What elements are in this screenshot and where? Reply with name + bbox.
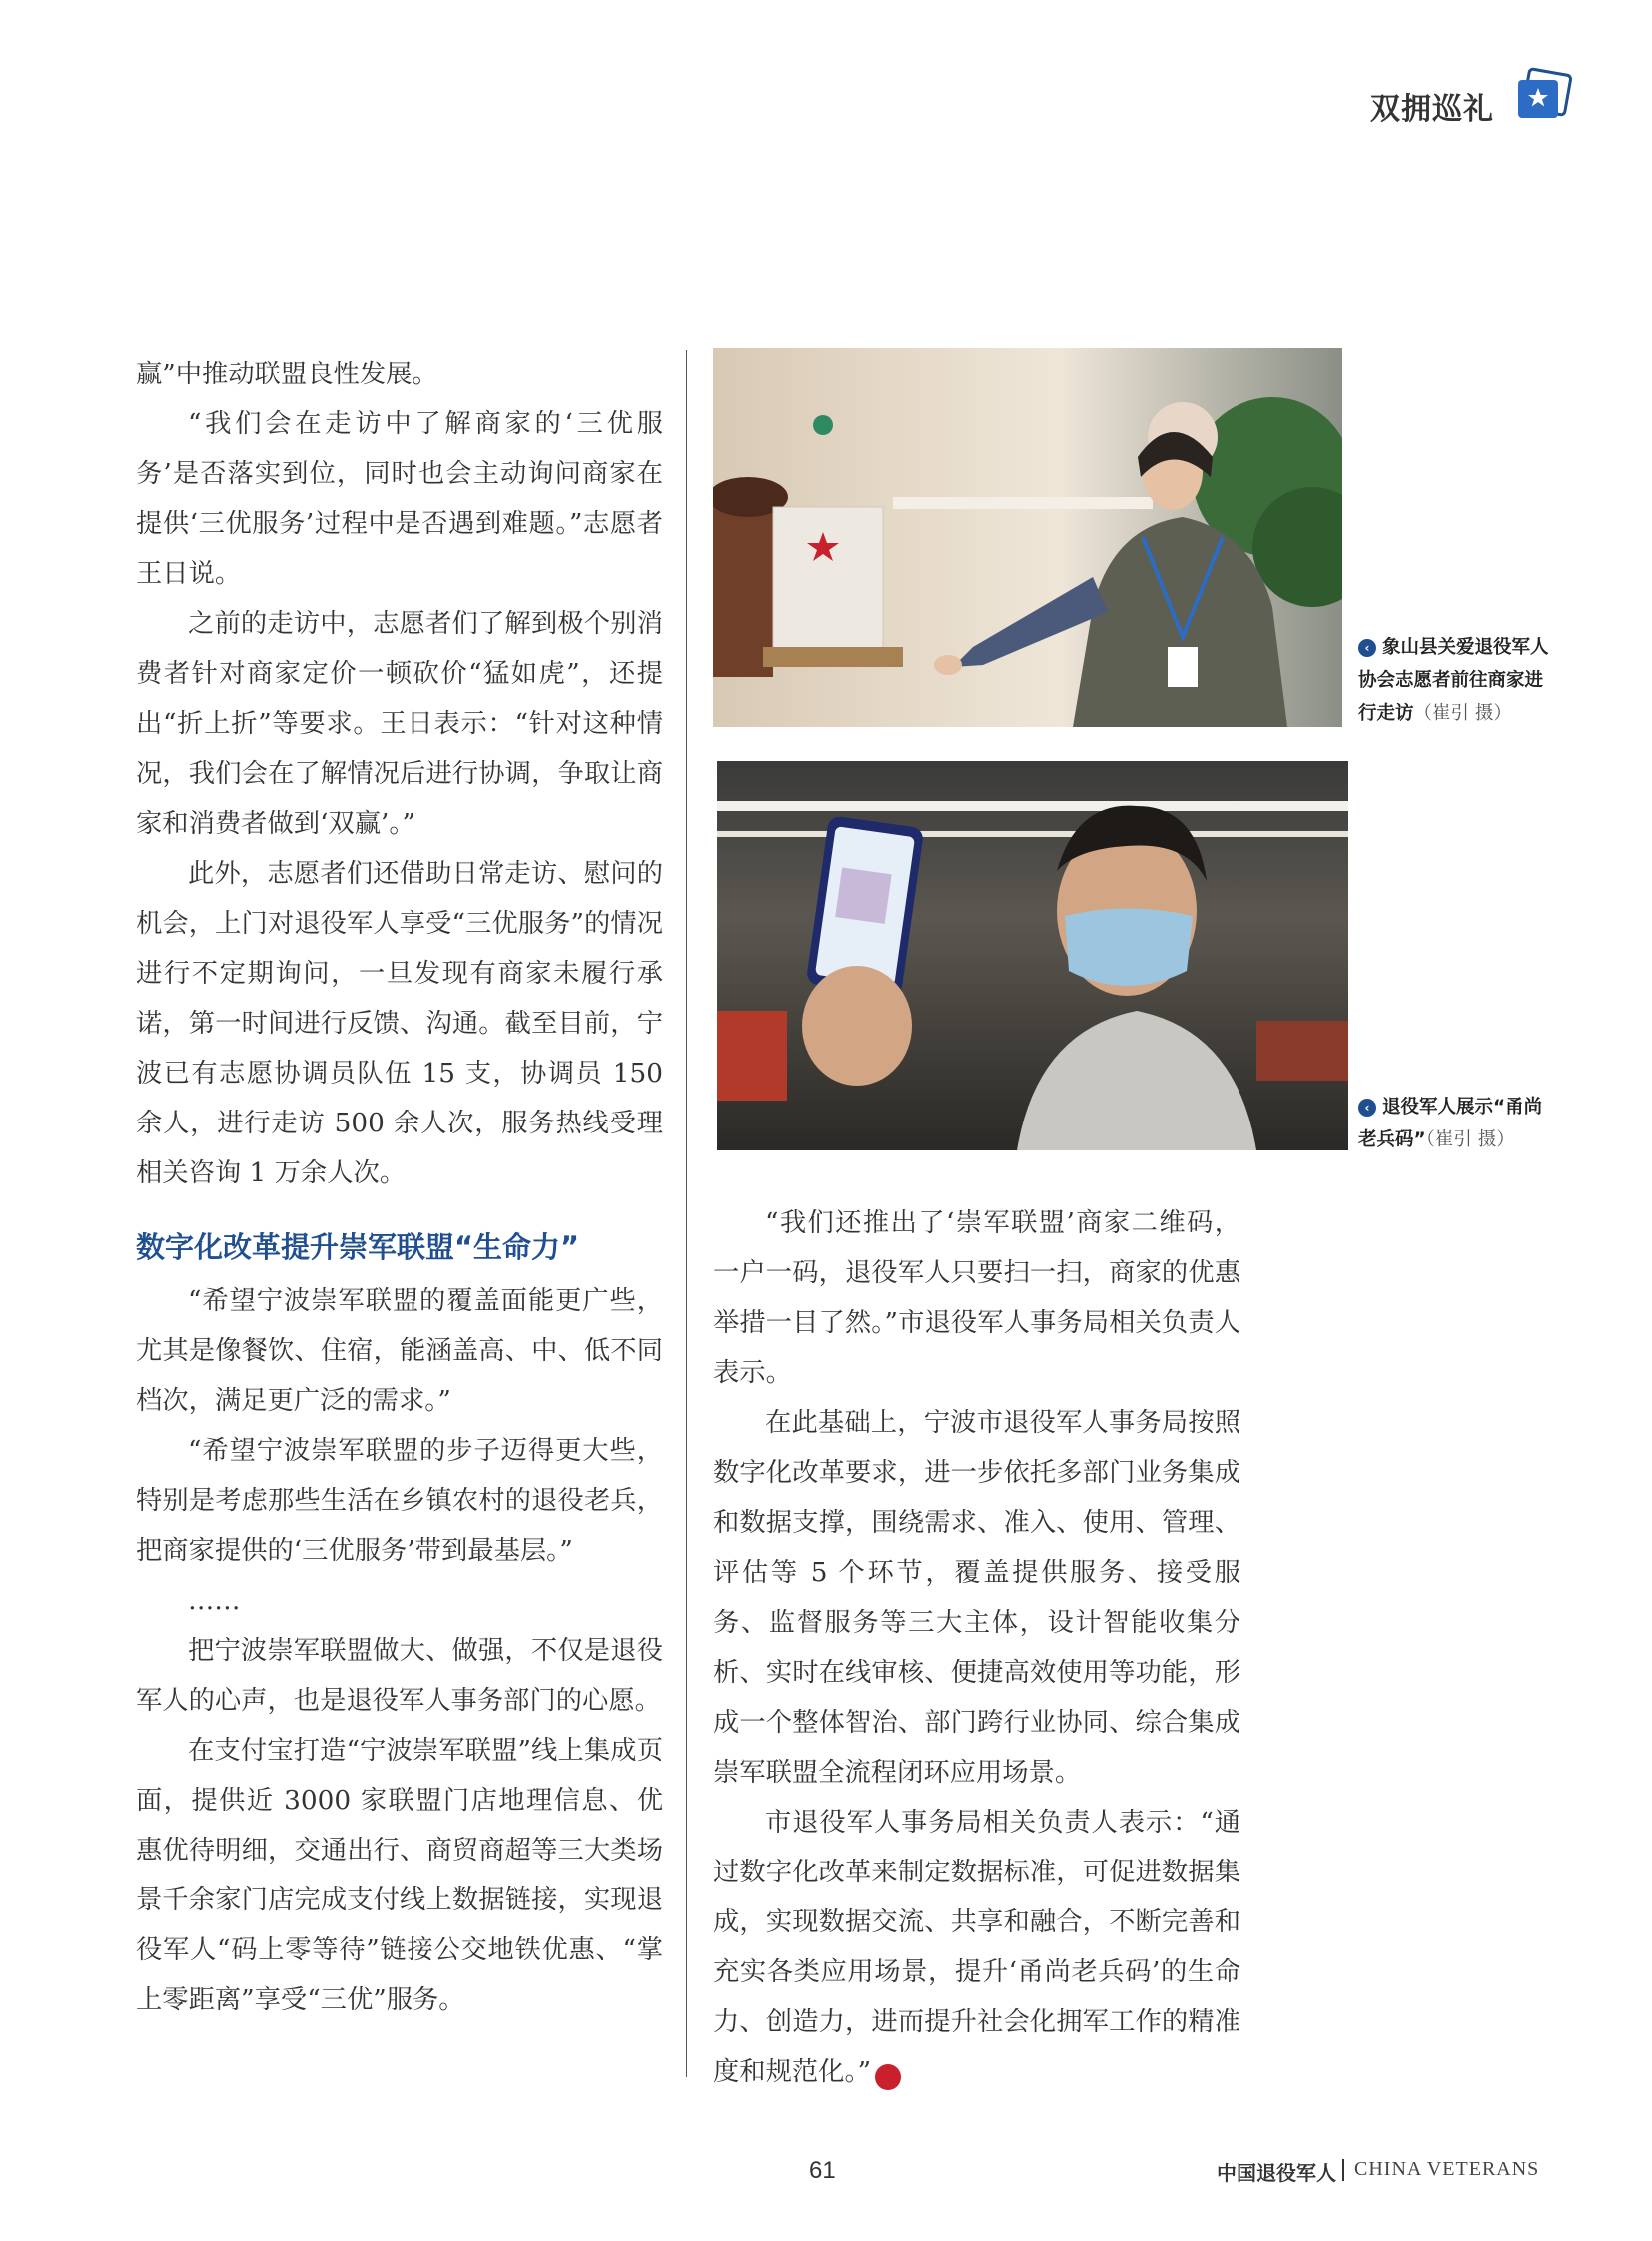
paragraph: “我们还推出了‘崇军联盟’商家二维码，一户一码，退役军人只要扫一扫，商家的优惠举措一目了然。”市退役军人事务局相关负责人表示。 (713, 1208, 1240, 1388)
paragraph: 之前的走访中，志愿者们了解到极个别消费者针对商家定价一顿砍价“猛如虎”，还提出“折上折”等要求。王日表示：“针对这种情况，我们会在了解情况后进行协调，争取让商家和消费者做到‘双赢’。” (136, 609, 663, 839)
page-number: 61 (809, 2157, 836, 2184)
column-divider (686, 350, 687, 2077)
paragraph: “我们会在走访中了解商家的‘三优服务’是否落实到位，同时也会主动询问商家在提供‘三优服务’过程中是否遇到难题。”志愿者王日说。 (136, 409, 663, 589)
paragraph-text: 市退役军人事务局相关负责人表示：“通过数字化改革来制定数据标准，可促进数据集成，实现数据交流、共享和融合，不断完善和充实各类应用场景，提升‘甬尚老兵码’的生命力、创造力，进而提升社会化拥军工作的精准度和规范化。” (713, 1808, 1240, 2087)
article-end-icon: V (875, 2064, 901, 2090)
magazine-name-english: CHINA VETERANS (1354, 2158, 1540, 2180)
star-flag-icon (1516, 66, 1574, 124)
section-heading: 数字化改革提升崇军联盟“生命力” (136, 1230, 580, 1264)
volunteer-visit-photo (713, 348, 1342, 727)
photo-credit: （崔引 摄） (1425, 1129, 1515, 1150)
photo1-caption (1358, 631, 1558, 730)
right-column (713, 1198, 1240, 2097)
paragraph (713, 1798, 1240, 2097)
photo-credit: （崔引 摄） (1413, 703, 1512, 724)
veteran-code-photo (717, 761, 1348, 1150)
footer-separator (1342, 2159, 1344, 2181)
paragraph: 在此基础上，宁波市退役军人事务局按照数字化改革要求，进一步依托多部门业务集成和数据支撑，围绕需求、准入、使用、管理、评估等 5 个环节，覆盖提供服务、接受服务、监督服务等三大主体，设计智能收集分析、实时在线审核、便捷高效使用等功能，形成一个整体智治、部门跨行业协同、综合集成崇军联盟全流程闭环应用场景。 (713, 1408, 1240, 1788)
photo2-caption (1358, 1091, 1558, 1156)
paragraph: “希望宁波崇军联盟的步子迈得更大些，特别是考虑那些生活在乡镇农村的退役老兵，把商家提供的‘三优服务’带到最基层。” (136, 1436, 663, 1566)
paragraph: “希望宁波崇军联盟的覆盖面能更广些，尤其是像餐饮、住宿，能涵盖高、中、低不同档次，满足更广泛的需求。” (136, 1286, 663, 1416)
caption-text: 退役军人展示“甬尚老兵码” (1358, 1097, 1543, 1150)
paragraph: 在支付宝打造“宁波崇军联盟”线上集成页面，提供近 3000 家联盟门店地理信息、优惠优待明细，交通出行、商贸商超等三大类场景千余家门店完成支付线上数据链接，实现退役军人“码上零等待”链接公交地铁优惠、“掌上零距离”享受“三优”服务。 (136, 1736, 663, 2015)
paragraph: 赢”中推动联盟良性发展。 (136, 360, 438, 389)
paragraph: 此外，志愿者们还借助日常走访、慰问的机会，上门对退役军人享受“三优服务”的情况进行不定期询问，一旦发现有商家未履行承诺，第一时间进行反馈、沟通。截至目前，宁波已有志愿协调员队伍 15 支，协调员 150 余人，进行走访 500 余人次，服务热线受理相关咨询 1 万余人次。 (136, 859, 663, 1188)
paragraph: 把宁波崇军联盟做大、做强，不仅是退役军人的心声，也是退役军人事务部门的心愿。 (136, 1636, 663, 1716)
left-column (136, 350, 663, 2025)
caption-marker-icon: ‹ (1358, 1099, 1376, 1117)
caption-marker-icon: ‹ (1358, 639, 1376, 657)
ellipsis-paragraph: …… (188, 1586, 241, 1616)
section-title: 双拥巡礼 (1370, 92, 1494, 127)
magazine-name: 中国退役军人 (1217, 2161, 1336, 2185)
caption-text: 象山县关爱退役军人协会志愿者前往商家进行走访 (1358, 637, 1549, 724)
